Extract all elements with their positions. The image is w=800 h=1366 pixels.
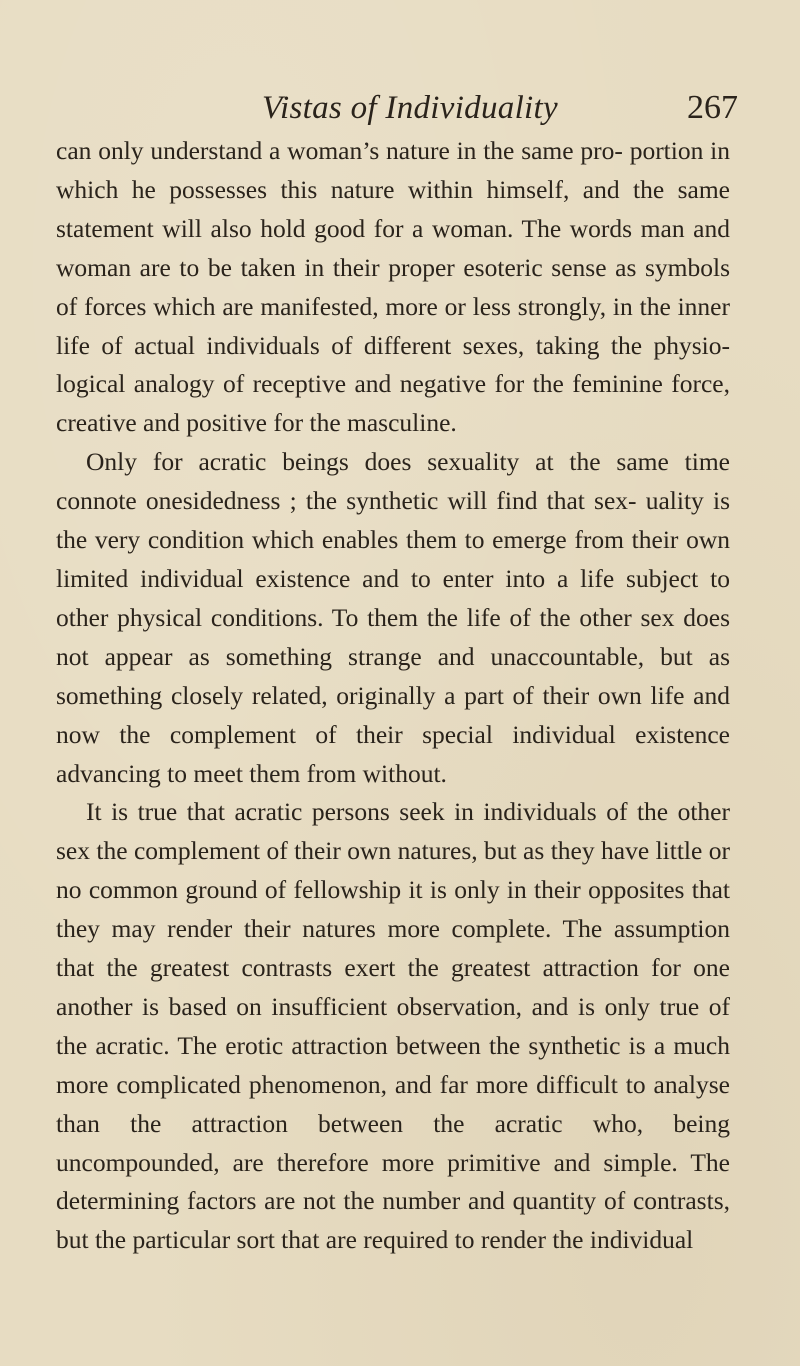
running-title: Vistas of Individuality: [262, 90, 558, 126]
running-head: [138, 88, 738, 134]
paragraph-2: Only for acratic beings does sexuality at the same time connote onesidedness ; the synthetic will find that sex- uality is the very condition which enables them to emerge from their own limited individual existence and to enter into a life subject to other physical conditions. To them the life of the other sex does not appear as something strange and unaccountable, but as something closely related, originally a part of their own life and now the complement of their special individual existence advancing to meet them from without.: [56, 447, 730, 788]
body-text: [56, 132, 730, 1260]
paragraph-1: can only understand a woman’s nature in the same pro- portion in which he possesses this nature within himself, and the same statement will also hold good for a woman. The words man and woman are to be taken in their proper esoteric sense as symbols of forces which are manifested, more or less strongly, in the inner life of actual individuals of different sexes, taking the physio- logical analogy of receptive and negative for the feminine force, creative and positive for the masculine.: [56, 136, 730, 438]
paragraph-3: It is true that acratic persons seek in individuals of the other sex the complement of their own natures, but as they have little or no common ground of fellowship it is only in their opposites that they may render their natures more complete. The assumption that the greatest contrasts exert the greatest attraction for one another is based on insufficient observation, and is only true of the acratic. The erotic attraction between the synthetic is a much more complicated phenomenon, and far more difficult to analyse than the attraction between the acratic who, being uncompounded, are therefore more primitive and simple. The determining factors are not the number and quantity of contrasts, but the particular sort that are required to render the individual: [56, 797, 730, 1255]
page-number: 267: [687, 89, 738, 126]
